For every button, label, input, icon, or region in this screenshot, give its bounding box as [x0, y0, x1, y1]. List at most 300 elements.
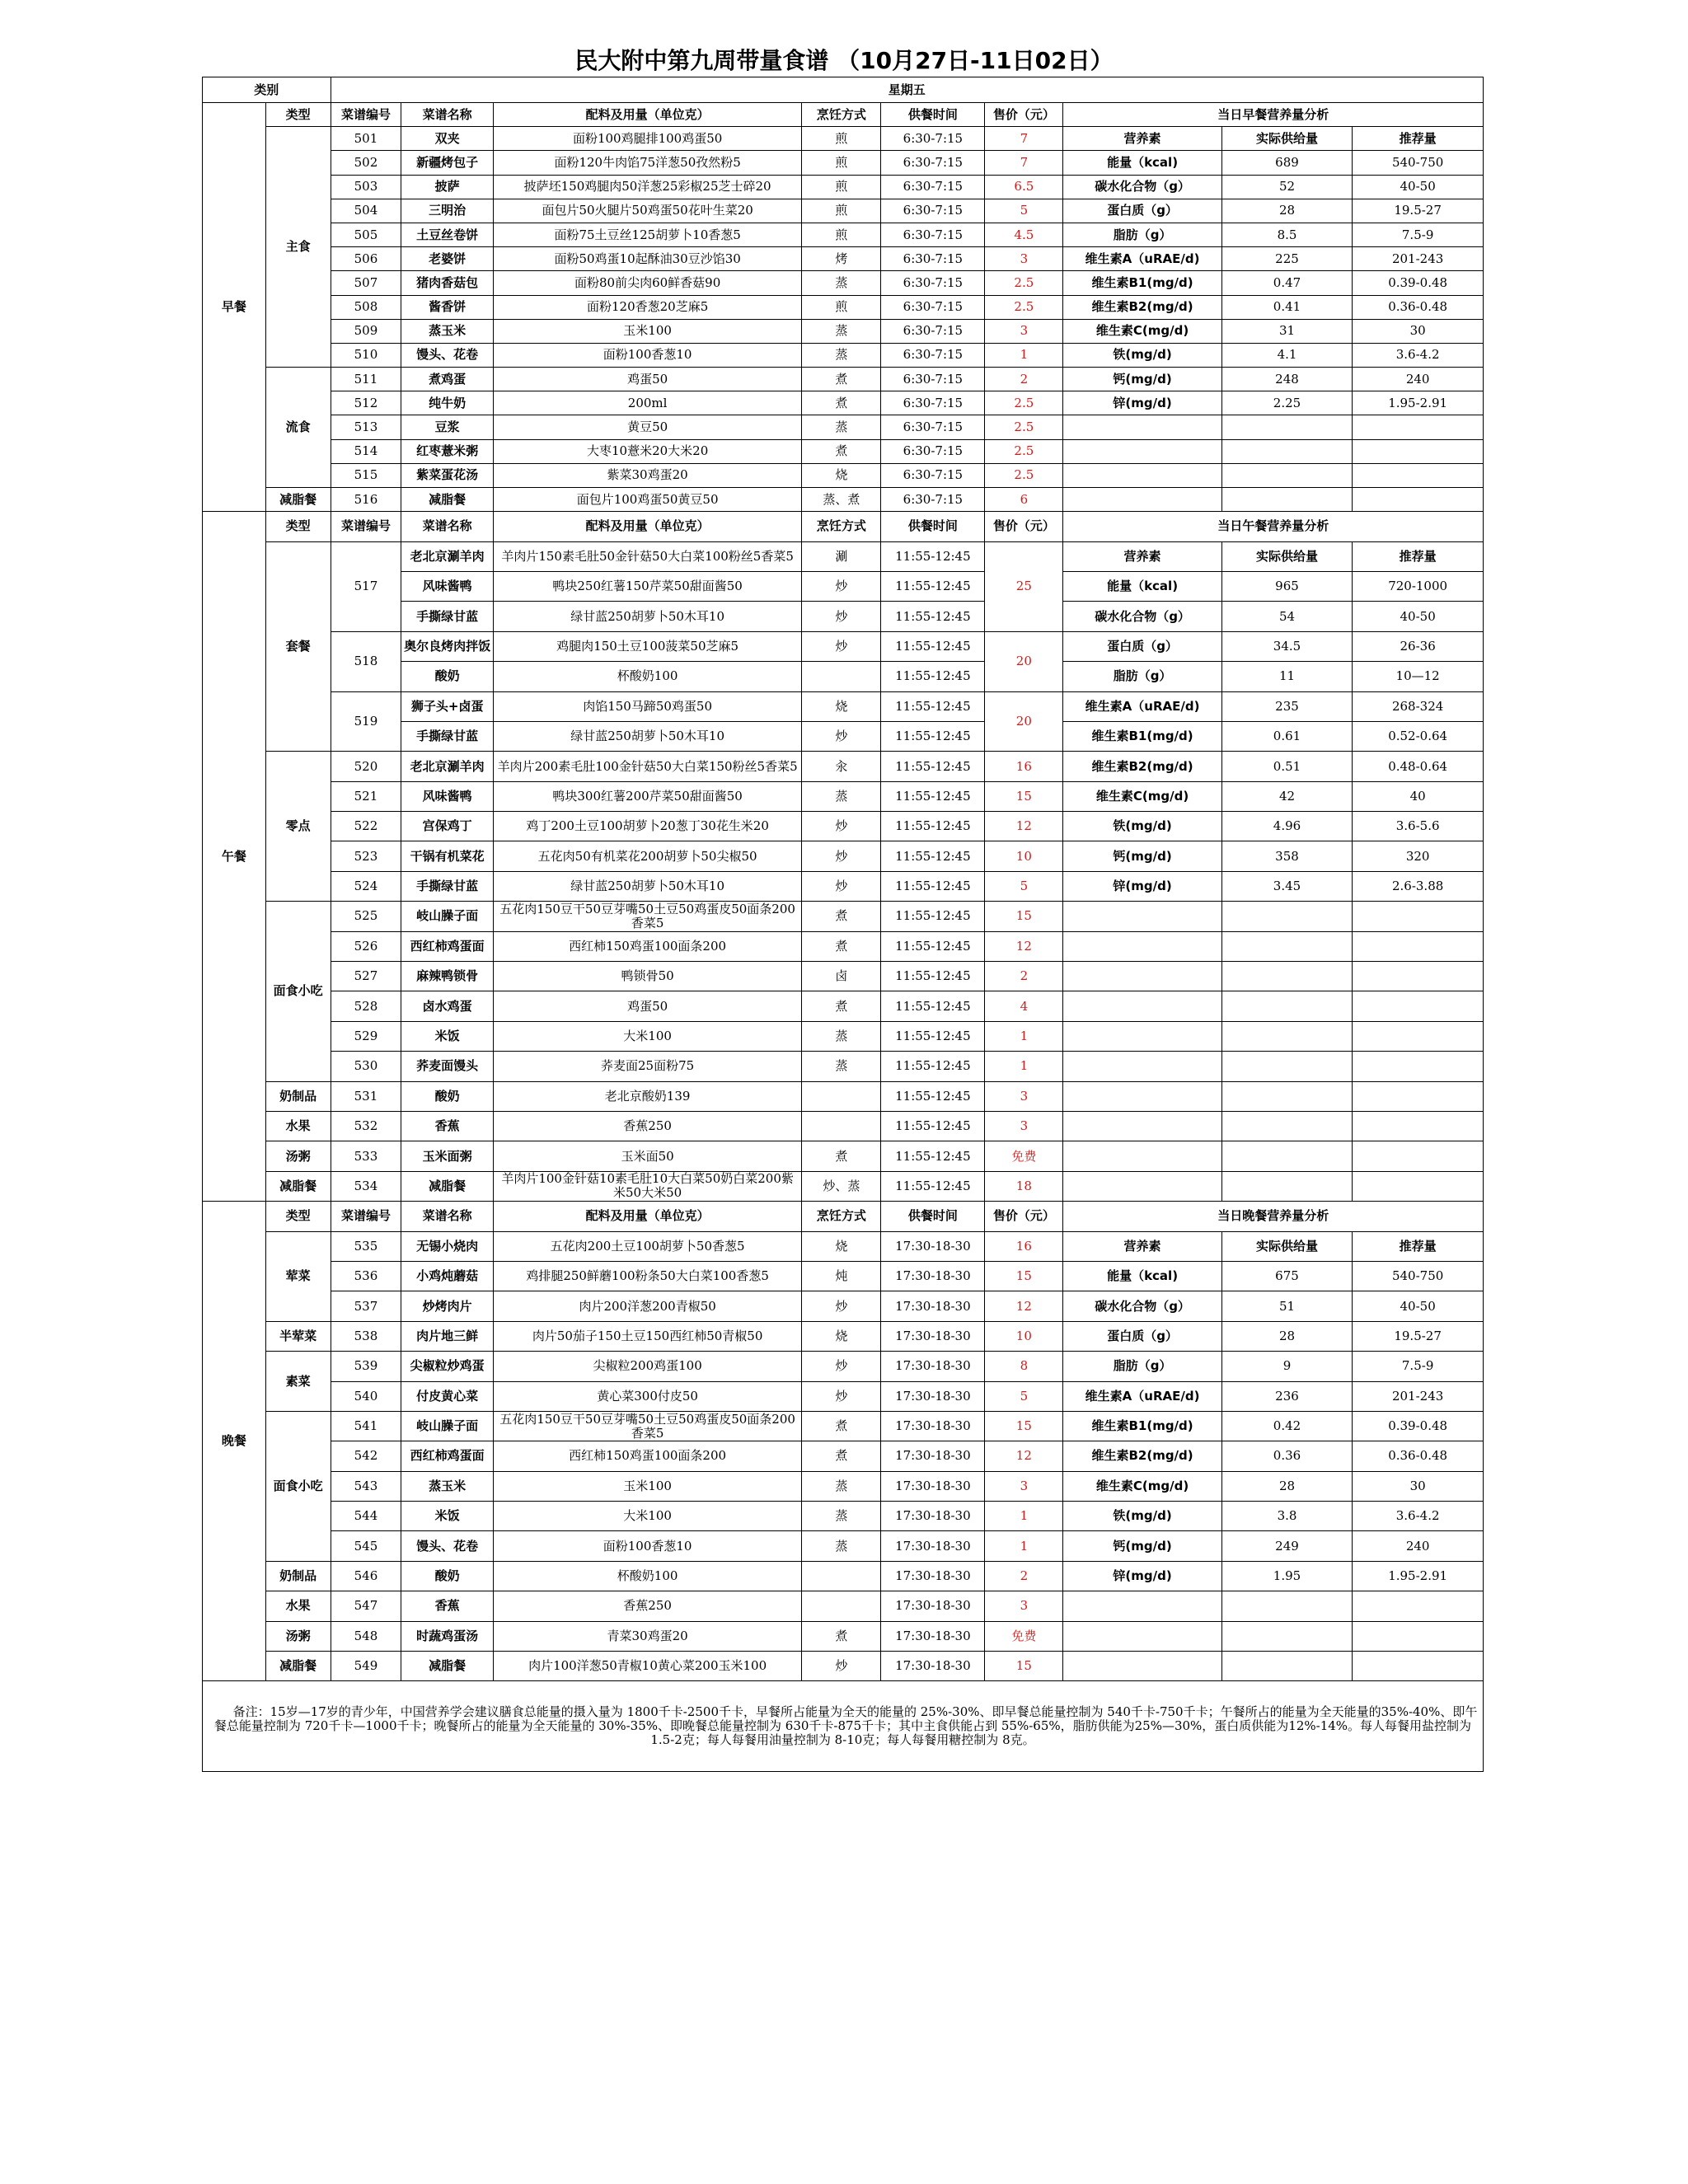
dish-name: 馒头、花卷: [401, 343, 494, 367]
serving-time: 6:30-7:15: [881, 151, 985, 175]
dish-price: 15: [985, 902, 1063, 931]
serving-time: 11:55-12:45: [881, 871, 985, 901]
cooking-method: 烧: [802, 463, 881, 487]
nutrition-empty-cell: [1221, 439, 1353, 463]
cooking-method: 蒸、煮: [802, 488, 881, 512]
dish-type-label: 零点: [265, 752, 331, 902]
nutrition-empty-cell: [1221, 1141, 1353, 1171]
nutrient-name: 能量（kcal): [1063, 1261, 1221, 1291]
nutrient-name: 维生素B2(mg/d): [1063, 1441, 1221, 1471]
nutrition-empty-cell: [1353, 1081, 1484, 1111]
cooking-method: 煮: [802, 902, 881, 931]
nutrient-name: 蛋白质（g）: [1063, 631, 1221, 661]
dish-ingredients: 杯酸奶100: [493, 1561, 801, 1591]
dish-type-label: 荤菜: [265, 1231, 331, 1321]
dish-name: 西红柿鸡蛋面: [401, 931, 494, 961]
col-header-name: 菜谱名称: [401, 512, 494, 541]
dish-name: 炒烤肉片: [401, 1291, 494, 1321]
dish-name: 蒸玉米: [401, 319, 494, 343]
dish-name: 酸奶: [401, 1561, 494, 1591]
dish-price: 1: [985, 1502, 1063, 1531]
dish-ingredients: 200ml: [493, 391, 801, 415]
cooking-method: [802, 1112, 881, 1141]
nutrient-recommended: 40-50: [1353, 602, 1484, 631]
dish-price: 8: [985, 1352, 1063, 1381]
nutrition-empty-cell: [1063, 1081, 1221, 1111]
nutrient-recommended: 3.6-4.2: [1353, 1502, 1484, 1531]
dish-price: 16: [985, 1231, 1063, 1261]
col-header-time: 供餐时间: [881, 1202, 985, 1231]
nutrient-name: 能量（kcal): [1063, 571, 1221, 601]
cooking-method: 蒸: [802, 781, 881, 811]
dish-type-label: 减脂餐: [265, 488, 331, 512]
nutrition-empty-cell: [1063, 1141, 1221, 1171]
nutrition-empty-cell: [1221, 962, 1353, 991]
cooking-method: 炒: [802, 1381, 881, 1411]
dish-code: 526: [331, 931, 401, 961]
cooking-method: 煎: [802, 151, 881, 175]
dish-name: 减脂餐: [401, 1652, 494, 1681]
dish-price: 5: [985, 199, 1063, 223]
col-header-code: 菜谱编号: [331, 512, 401, 541]
dish-price: 2.5: [985, 295, 1063, 319]
nutrient-recommended: 240: [1353, 1531, 1484, 1561]
dish-ingredients: 大枣10薏米20大米20: [493, 439, 801, 463]
nutrition-empty-cell: [1353, 1052, 1484, 1081]
nutrition-empty-cell: [1221, 415, 1353, 439]
nutrition-empty-cell: [1063, 1171, 1221, 1201]
serving-time: 17:30-18-30: [881, 1591, 985, 1621]
nutrient-actual: 358: [1221, 841, 1353, 871]
nutrition-empty-cell: [1353, 488, 1484, 512]
dish-ingredients: 面粉120牛肉馅75洋葱50孜然粉5: [493, 151, 801, 175]
serving-time: 17:30-18-30: [881, 1231, 985, 1261]
dish-code: 543: [331, 1471, 401, 1501]
dish-ingredients: 西红柿150鸡蛋100面条200: [493, 931, 801, 961]
nutrient-name: 维生素C(mg/d): [1063, 1471, 1221, 1501]
serving-time: 6:30-7:15: [881, 247, 985, 271]
serving-time: 6:30-7:15: [881, 319, 985, 343]
dish-code: 538: [331, 1321, 401, 1351]
dish-name: 双夹: [401, 127, 494, 151]
dish-ingredients: 肉片200洋葱200青椒50: [493, 1291, 801, 1321]
col-header-ingredients: 配料及用量（单位克）: [493, 1202, 801, 1231]
dish-ingredients: 黄豆50: [493, 415, 801, 439]
serving-time: 11:55-12:45: [881, 1021, 985, 1051]
dish-name: 麻辣鸭锁骨: [401, 962, 494, 991]
dish-name: 减脂餐: [401, 488, 494, 512]
dish-name: 玉米面粥: [401, 1141, 494, 1171]
meal-label-dinner: 晚餐: [203, 1202, 266, 1681]
dish-price: 3: [985, 247, 1063, 271]
dish-type-label: 奶制品: [265, 1561, 331, 1591]
nutrient-recommended: 30: [1353, 1471, 1484, 1501]
nutrition-empty-cell: [1353, 1621, 1484, 1651]
nutrient-actual: 28: [1221, 1471, 1353, 1501]
cooking-method: 煮: [802, 1411, 881, 1441]
col-header-code: 菜谱编号: [331, 103, 401, 127]
dish-ingredients: 鸡蛋50: [493, 991, 801, 1021]
set-price: 20: [985, 691, 1063, 752]
dish-code: 514: [331, 439, 401, 463]
serving-time: 11:55-12:45: [881, 1171, 985, 1201]
dish-name: 豆浆: [401, 415, 494, 439]
nutrition-empty-cell: [1063, 1112, 1221, 1141]
serving-time: 6:30-7:15: [881, 391, 985, 415]
nutrient-actual: 689: [1221, 151, 1353, 175]
dish-price: 7: [985, 151, 1063, 175]
nutrient-recommended: 10—12: [1353, 662, 1484, 691]
cooking-method: 蒸: [802, 271, 881, 295]
dish-code: 507: [331, 271, 401, 295]
serving-time: 17:30-18-30: [881, 1441, 985, 1471]
dish-name: 干锅有机菜花: [401, 841, 494, 871]
nutrient-recommended: 3.6-5.6: [1353, 812, 1484, 841]
cooking-method: 煮: [802, 439, 881, 463]
dish-ingredients: 香蕉250: [493, 1112, 801, 1141]
dish-ingredients: 羊肉片150素毛肚50金针菇50大白菜100粉丝5香菜5: [493, 541, 801, 571]
nutrition-empty-cell: [1353, 463, 1484, 487]
nutrition-empty-cell: [1063, 1621, 1221, 1651]
footnote-cell: [203, 1681, 1484, 1772]
dish-name: 蒸玉米: [401, 1471, 494, 1501]
nutrient-recommended: 30: [1353, 319, 1484, 343]
dish-ingredients: 面粉100鸡腿排100鸡蛋50: [493, 127, 801, 151]
dish-name: 岐山臊子面: [401, 902, 494, 931]
serving-time: 17:30-18-30: [881, 1531, 985, 1561]
dish-ingredients: 玉米100: [493, 319, 801, 343]
cooking-method: 炒: [802, 1652, 881, 1681]
dish-name: 纯牛奶: [401, 391, 494, 415]
dish-type-label: 半荤菜: [265, 1321, 331, 1351]
nutrition-empty-cell: [1063, 1591, 1221, 1621]
nutrient-recommended: 0.36-0.48: [1353, 1441, 1484, 1471]
nutrient-actual: 31: [1221, 319, 1353, 343]
col-header-type: 类型: [265, 1202, 331, 1231]
nutrition-empty-cell: [1221, 1112, 1353, 1141]
dish-ingredients: 绿甘蓝250胡萝卜50木耳10: [493, 721, 801, 751]
nutrition-empty-cell: [1221, 488, 1353, 512]
serving-time: 11:55-12:45: [881, 931, 985, 961]
dish-price: 10: [985, 1321, 1063, 1351]
nutrition-empty-cell: [1063, 488, 1221, 512]
nutrition-empty-cell: [1353, 1141, 1484, 1171]
nutrient-recommended: 40-50: [1353, 1291, 1484, 1321]
cooking-method: 煎: [802, 127, 881, 151]
dish-code: 531: [331, 1081, 401, 1111]
set-price: 25: [985, 541, 1063, 631]
nutrition-empty-cell: [1353, 902, 1484, 931]
dish-code: 549: [331, 1652, 401, 1681]
dish-ingredients: 肉馅150马蹄50鸡蛋50: [493, 691, 801, 721]
dish-ingredients: 老北京酸奶139: [493, 1081, 801, 1111]
dish-code: 544: [331, 1502, 401, 1531]
cooking-method: 烤: [802, 247, 881, 271]
col-header-time: 供餐时间: [881, 103, 985, 127]
nutrient-recommended: 19.5-27: [1353, 1321, 1484, 1351]
cooking-method: 炒: [802, 602, 881, 631]
dish-price: 3: [985, 319, 1063, 343]
nutrient-actual: 249: [1221, 1531, 1353, 1561]
col-header-code: 菜谱编号: [331, 1202, 401, 1231]
dish-type-label: 奶制品: [265, 1081, 331, 1111]
dish-price: 3: [985, 1112, 1063, 1141]
cooking-method: 炒: [802, 1291, 881, 1321]
dish-name: 土豆丝卷饼: [401, 223, 494, 246]
nutrient-recommended: 3.6-4.2: [1353, 343, 1484, 367]
col-header-name: 菜谱名称: [401, 103, 494, 127]
nutrition-empty-cell: [1221, 1621, 1353, 1651]
dish-type-label: 面食小吃: [265, 1411, 331, 1561]
set-code: 519: [331, 691, 401, 752]
nutrition-empty-cell: [1063, 463, 1221, 487]
nutrition-empty-cell: [1221, 463, 1353, 487]
dish-type-label: 水果: [265, 1591, 331, 1621]
dish-name: 小鸡炖蘑菇: [401, 1261, 494, 1291]
dish-price: 16: [985, 752, 1063, 781]
col-header-ingredients: 配料及用量（单位克）: [493, 512, 801, 541]
dish-price: 5: [985, 1381, 1063, 1411]
nutrient-name: 碳水化合物（g）: [1063, 1291, 1221, 1321]
dish-code: 523: [331, 841, 401, 871]
col-header-price: 售价（元）: [985, 103, 1063, 127]
nutrition-empty-cell: [1353, 1652, 1484, 1681]
nutrition-col-recommended: 推荐量: [1353, 541, 1484, 571]
nutrient-actual: 236: [1221, 1381, 1353, 1411]
nutrition-empty-cell: [1063, 931, 1221, 961]
dish-code: 508: [331, 295, 401, 319]
serving-time: 11:55-12:45: [881, 721, 985, 751]
nutrition-empty-cell: [1063, 962, 1221, 991]
dish-name: 岐山臊子面: [401, 1411, 494, 1441]
col-header-type: 类型: [265, 512, 331, 541]
nutrition-empty-cell: [1221, 902, 1353, 931]
dish-name: 手撕绿甘蓝: [401, 721, 494, 751]
nutrient-recommended: 0.48-0.64: [1353, 752, 1484, 781]
nutrition-empty-cell: [1063, 1652, 1221, 1681]
cooking-method: 煎: [802, 223, 881, 246]
cooking-method: 卤: [802, 962, 881, 991]
nutrition-empty-cell: [1353, 991, 1484, 1021]
dish-price: 12: [985, 931, 1063, 961]
nutrition-empty-cell: [1221, 1171, 1353, 1201]
serving-time: 11:55-12:45: [881, 541, 985, 571]
cooking-method: [802, 1591, 881, 1621]
nutrient-name: 维生素A（uRAE/d): [1063, 1381, 1221, 1411]
nutrition-empty-cell: [1063, 415, 1221, 439]
nutrient-name: 维生素C(mg/d): [1063, 781, 1221, 811]
cooking-method: 炖: [802, 1261, 881, 1291]
dish-name: 猪肉香菇包: [401, 271, 494, 295]
serving-time: 11:55-12:45: [881, 902, 985, 931]
nutrient-name: 钙(mg/d): [1063, 841, 1221, 871]
dish-ingredients: 鸡腿肉150土豆100菠菜50芝麻5: [493, 631, 801, 661]
dish-ingredients: 大米100: [493, 1502, 801, 1531]
col-header-price: 售价（元）: [985, 1202, 1063, 1231]
serving-time: 17:30-18-30: [881, 1261, 985, 1291]
dish-ingredients: 青菜30鸡蛋20: [493, 1621, 801, 1651]
cooking-method: 蒸: [802, 1531, 881, 1561]
nutrition-empty-cell: [1353, 1112, 1484, 1141]
nutrient-actual: 54: [1221, 602, 1353, 631]
dish-ingredients: 面粉100香葱10: [493, 1531, 801, 1561]
dish-ingredients: 面粉80前尖肉60鲜香菇90: [493, 271, 801, 295]
dish-name: 米饭: [401, 1502, 494, 1531]
dish-price: 免费: [985, 1621, 1063, 1651]
nutrient-recommended: 268-324: [1353, 691, 1484, 721]
cooking-method: 炒: [802, 721, 881, 751]
dish-name: 尖椒粒炒鸡蛋: [401, 1352, 494, 1381]
nutrient-actual: 0.42: [1221, 1411, 1353, 1441]
nutrient-recommended: 540-750: [1353, 1261, 1484, 1291]
page-title: 民大附中第九周带量食谱 （10月27日-11日02日）: [574, 47, 1114, 74]
serving-time: 11:55-12:45: [881, 841, 985, 871]
dish-name: 荞麦面馒头: [401, 1052, 494, 1081]
serving-time: 17:30-18-30: [881, 1561, 985, 1591]
dish-name: 西红柿鸡蛋面: [401, 1441, 494, 1471]
dish-ingredients: 杯酸奶100: [493, 662, 801, 691]
cooking-method: 蒸: [802, 1052, 881, 1081]
nutrition-col-actual: 实际供给量: [1221, 127, 1353, 151]
nutrient-recommended: 1.95-2.91: [1353, 391, 1484, 415]
dish-price: 6: [985, 488, 1063, 512]
cooking-method: 蒸: [802, 1502, 881, 1531]
dish-ingredients: 尖椒粒200鸡蛋100: [493, 1352, 801, 1381]
dish-ingredients: 大米100: [493, 1021, 801, 1051]
dish-code: 515: [331, 463, 401, 487]
nutrient-actual: 965: [1221, 571, 1353, 601]
cooking-method: 烧: [802, 1321, 881, 1351]
dish-ingredients: 面粉100香葱10: [493, 343, 801, 367]
cooking-method: 炒: [802, 631, 881, 661]
dish-name: 狮子头+卤蛋: [401, 691, 494, 721]
cooking-method: 煮: [802, 1441, 881, 1471]
dish-name: 减脂餐: [401, 1171, 494, 1201]
nutrient-name: 钙(mg/d): [1063, 368, 1221, 391]
serving-time: 11:55-12:45: [881, 1141, 985, 1171]
nutrient-recommended: 19.5-27: [1353, 199, 1484, 223]
dish-code: 545: [331, 1531, 401, 1561]
dish-code: 502: [331, 151, 401, 175]
nutrition-empty-cell: [1221, 1652, 1353, 1681]
dish-ingredients: 面粉75土豆丝125胡萝卜10香葱5: [493, 223, 801, 246]
dish-type-label: 主食: [265, 127, 331, 368]
meal-label-lunch: 午餐: [203, 512, 266, 1202]
nutrient-actual: 4.96: [1221, 812, 1353, 841]
dish-code: 547: [331, 1591, 401, 1621]
dish-price: 15: [985, 781, 1063, 811]
nutrient-recommended: 0.39-0.48: [1353, 1411, 1484, 1441]
nutrient-actual: 0.61: [1221, 721, 1353, 751]
serving-time: 6:30-7:15: [881, 199, 985, 223]
nutrition-empty-cell: [1353, 1171, 1484, 1201]
dish-code: 540: [331, 1381, 401, 1411]
dish-name: 风味酱鸭: [401, 571, 494, 601]
serving-time: 17:30-18-30: [881, 1321, 985, 1351]
menu-table: [202, 77, 1484, 2104]
nutrition-col-nutrient: 营养素: [1063, 127, 1221, 151]
dish-ingredients: 鸡排腿250鲜蘑100粉条50大白菜100香葱5: [493, 1261, 801, 1291]
serving-time: 11:55-12:45: [881, 662, 985, 691]
serving-time: 6:30-7:15: [881, 488, 985, 512]
dish-price: 15: [985, 1652, 1063, 1681]
nutrient-recommended: 26-36: [1353, 631, 1484, 661]
dish-ingredients: 肉片100洋葱50青椒10黄心菜200玉米100: [493, 1652, 801, 1681]
set-code: 517: [331, 541, 401, 631]
dish-price: 5: [985, 871, 1063, 901]
dish-name: 付皮黄心菜: [401, 1381, 494, 1411]
nutrition-empty-cell: [1221, 931, 1353, 961]
dish-ingredients: 鸭锁骨50: [493, 962, 801, 991]
serving-time: 6:30-7:15: [881, 343, 985, 367]
dish-price: 12: [985, 812, 1063, 841]
dish-type-label: 减脂餐: [265, 1652, 331, 1681]
nutrient-recommended: 0.36-0.48: [1353, 295, 1484, 319]
dish-price: 6.5: [985, 175, 1063, 199]
dish-type-label: 汤粥: [265, 1621, 331, 1651]
nutrient-name: 铁(mg/d): [1063, 812, 1221, 841]
dish-ingredients: 披萨坯150鸡腿肉50洋葱25彩椒25芝士碎20: [493, 175, 801, 199]
nutrition-empty-cell: [1221, 1052, 1353, 1081]
dish-code: 520: [331, 752, 401, 781]
nutrient-recommended: 320: [1353, 841, 1484, 871]
nutrient-actual: 225: [1221, 247, 1353, 271]
dish-ingredients: 紫菜30鸡蛋20: [493, 463, 801, 487]
nutrient-name: 维生素B2(mg/d): [1063, 752, 1221, 781]
nutrition-empty-cell: [1353, 415, 1484, 439]
serving-time: 11:55-12:45: [881, 1112, 985, 1141]
cooking-method: 炒、蒸: [802, 1171, 881, 1201]
serving-time: 6:30-7:15: [881, 271, 985, 295]
dish-price: 2.5: [985, 271, 1063, 295]
serving-time: 17:30-18-30: [881, 1381, 985, 1411]
dish-ingredients: 五花肉50有机菜花200胡萝卜50尖椒50: [493, 841, 801, 871]
dish-code: 516: [331, 488, 401, 512]
nutrition-empty-cell: [1221, 1081, 1353, 1111]
nutrition-empty-cell: [1063, 902, 1221, 931]
dish-ingredients: 鸡丁200土豆100胡萝卜20葱丁30花生米20: [493, 812, 801, 841]
nutrient-actual: 34.5: [1221, 631, 1353, 661]
dish-name: 手撕绿甘蓝: [401, 602, 494, 631]
nutrient-actual: 4.1: [1221, 343, 1353, 367]
dish-code: 535: [331, 1231, 401, 1261]
nutrition-empty-cell: [1353, 1021, 1484, 1051]
cooking-method: 蒸: [802, 1471, 881, 1501]
dish-price: 免费: [985, 1141, 1063, 1171]
nutrient-actual: 28: [1221, 199, 1353, 223]
dish-price: 1: [985, 343, 1063, 367]
nutrient-actual: 3.45: [1221, 871, 1353, 901]
nutrition-analysis-title: 当日晚餐营养量分析: [1063, 1202, 1484, 1231]
nutrition-analysis-title: 当日早餐营养量分析: [1063, 103, 1484, 127]
serving-time: 17:30-18-30: [881, 1652, 985, 1681]
nutrition-empty-cell: [1221, 1021, 1353, 1051]
dish-price: 4: [985, 991, 1063, 1021]
cooking-method: 蒸: [802, 319, 881, 343]
nutrition-empty-cell: [1063, 991, 1221, 1021]
col-header-name: 菜谱名称: [401, 1202, 494, 1231]
nutrition-col-nutrient: 营养素: [1063, 541, 1221, 571]
serving-time: 11:55-12:45: [881, 1081, 985, 1111]
serving-time: 6:30-7:15: [881, 439, 985, 463]
dish-code: 534: [331, 1171, 401, 1201]
dish-code: 503: [331, 175, 401, 199]
dish-name: 披萨: [401, 175, 494, 199]
nutrient-name: 铁(mg/d): [1063, 343, 1221, 367]
dish-code: 539: [331, 1352, 401, 1381]
dish-price: 1: [985, 1531, 1063, 1561]
serving-time: 6:30-7:15: [881, 368, 985, 391]
